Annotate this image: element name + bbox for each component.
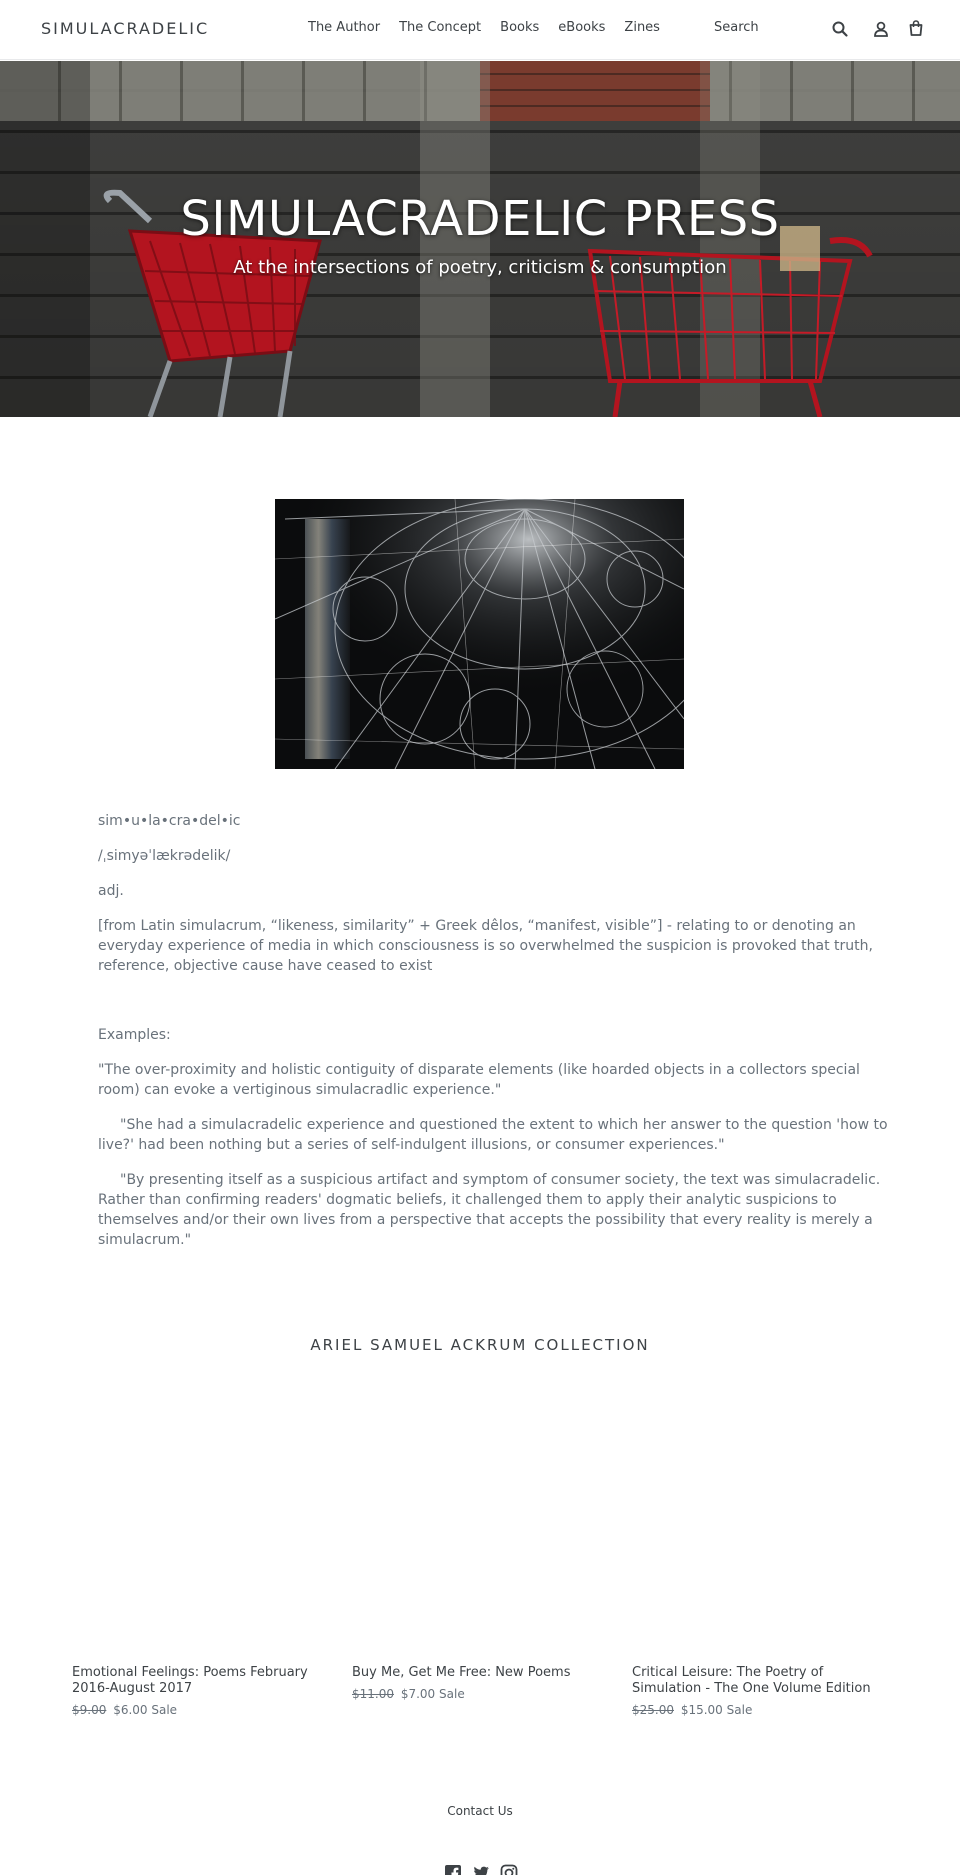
sale-label: Sale [439, 1687, 465, 1701]
examples-label: Examples: [98, 1027, 171, 1043]
collection-title: ARIEL SAMUEL ACKRUM COLLECTION [310, 1336, 650, 1354]
product-price [72, 1703, 317, 1717]
price-original: $11.00 [352, 1687, 394, 1701]
product-card[interactable] [352, 1665, 597, 1701]
account-icon[interactable] [872, 20, 890, 38]
spacer [98, 991, 888, 1025]
main-nav [308, 20, 679, 35]
sale-label: Sale [151, 1703, 178, 1717]
nav-item-zines[interactable]: Zines [624, 20, 660, 35]
definition-word: sim•u•la•cra•del•ic [98, 813, 241, 829]
product-price [352, 1687, 597, 1701]
shattered-glass-image [275, 499, 684, 769]
price-sale: $15.00 [680, 1703, 723, 1717]
hero-brick-section [480, 61, 710, 121]
search-input[interactable]: Search [714, 20, 759, 35]
definition-section [98, 811, 888, 1265]
price-sale: $6.00 [113, 1703, 148, 1717]
site-header [0, 0, 960, 60]
price-original: $25.00 [632, 1703, 674, 1717]
price-original: $9.00 [72, 1703, 107, 1717]
product-title[interactable]: Emotional Feelings: Poems February 2016-August 2017 [72, 1665, 308, 1696]
hero-banner [0, 61, 960, 417]
nav-item-the-concept[interactable]: The Concept [399, 20, 482, 35]
contact-us-link[interactable]: Contact Us [447, 1804, 513, 1818]
hero-subtitle: At the intersections of poetry, criticism & consumption [233, 257, 727, 278]
product-title[interactable]: Buy Me, Get Me Free: New Poems [352, 1665, 571, 1680]
definition-pronunciation: /ˌsimyəˈlækrədelik/ [98, 848, 231, 864]
nav-item-ebooks[interactable]: eBooks [558, 20, 606, 35]
cart-icon[interactable] [907, 19, 925, 37]
hero-title: SIMULACRADELIC PRESS [180, 191, 780, 247]
product-title[interactable]: Critical Leisure: The Poetry of Simulation - The One Volume Edition [632, 1665, 871, 1696]
product-price [632, 1703, 877, 1717]
site-logo[interactable]: SIMULACRADELIC [41, 19, 210, 38]
price-sale: $7.00 [400, 1687, 436, 1701]
search-icon[interactable] [831, 20, 849, 38]
instagram-icon[interactable] [500, 1864, 518, 1875]
social-links [444, 1864, 518, 1875]
nav-item-the-author[interactable]: The Author [308, 20, 381, 35]
nav-item-books[interactable]: Books [500, 20, 540, 35]
twitter-icon[interactable] [472, 1864, 490, 1875]
example-1: "The over-proximity and holistic contiguity of disparate elements (like hoarded objects in a collectors special room) can evoke a vertiginous simulacradlic experience." [98, 1062, 860, 1098]
sale-label: Sale [726, 1703, 753, 1717]
example-2: "She had a simulacradelic experience and questioned the extent to which her answer to the question 'how to live?' had been nothing but a series of self-indulgent illusions, or consumer experiences." [98, 1117, 888, 1153]
example-3: "By presenting itself as a suspicious artifact and symptom of consumer society, the text was simulacradelic. Rather than confirming readers' dogmatic beliefs, it challenged them to apply their analytic suspicions to themselves and/or their own lives from a perspective that accepts the possibility that every reality is merely a simulacrum." [98, 1172, 881, 1248]
facebook-icon[interactable] [444, 1864, 462, 1875]
product-card[interactable] [72, 1665, 317, 1717]
product-card[interactable] [632, 1665, 877, 1717]
definition-meaning: [from Latin simulacrum, “likeness, similarity” + Greek dêlos, “manifest, visible”] - relating to or denoting an everyday experience of media in which consciousness is so overwhelmed the suspicion is provoked that truth, reference, objective cause have ceased to exist [98, 918, 873, 974]
definition-part-of-speech: adj. [98, 883, 124, 899]
